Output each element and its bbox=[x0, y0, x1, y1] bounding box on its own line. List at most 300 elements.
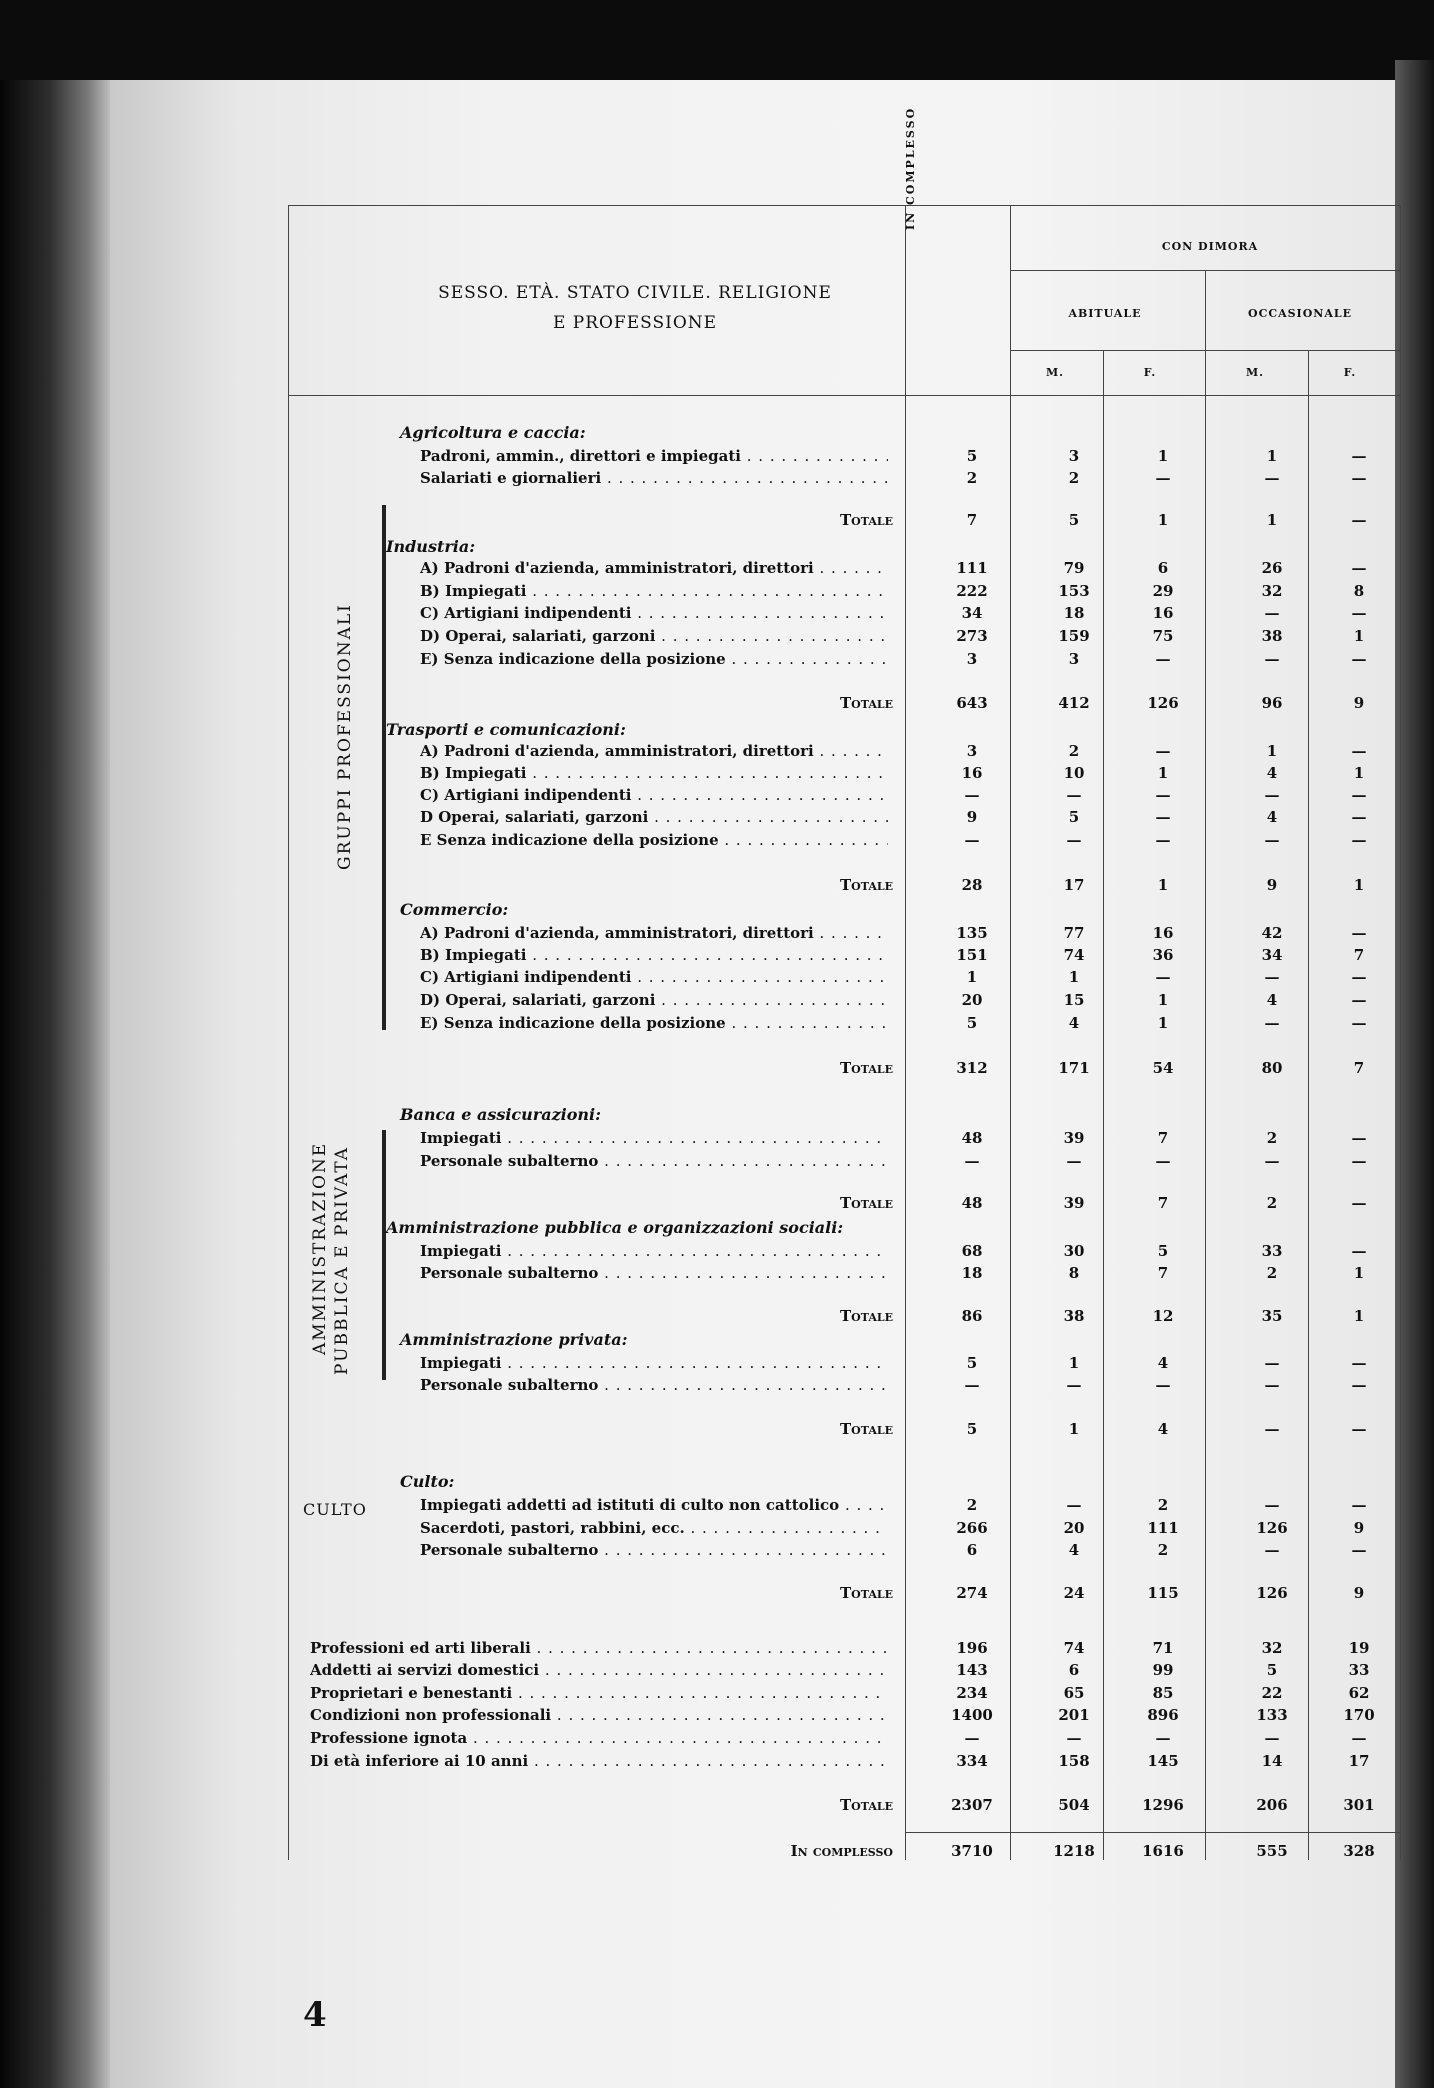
value-abituale-f: 111 bbox=[1147, 1519, 1179, 1537]
table-row bbox=[0, 1637, 1434, 1659]
value-occasionale-m: 26 bbox=[1261, 559, 1283, 577]
value-in-complesso: 273 bbox=[956, 627, 988, 645]
value-abituale-f: 1 bbox=[1157, 447, 1169, 465]
value-abituale-f: 126 bbox=[1147, 694, 1179, 712]
row-label: Personale subalterno . . . bbox=[420, 1262, 888, 1284]
row-label: Padroni, ammin., direttori e impiegati . . . bbox=[420, 445, 888, 467]
value-occasionale-f: — bbox=[1351, 1194, 1367, 1212]
value-occasionale-m: — bbox=[1264, 1152, 1280, 1170]
value-abituale-f: — bbox=[1155, 1152, 1171, 1170]
value-abituale-f: 2 bbox=[1157, 1496, 1169, 1514]
header-title-line1: SESSO. ETÀ. STATO CIVILE. RELIGIONE bbox=[438, 283, 832, 303]
table-row bbox=[0, 1374, 1434, 1396]
value-abituale-m: 1 bbox=[1068, 1420, 1080, 1438]
table-row bbox=[0, 1352, 1434, 1374]
value-abituale-f: 1296 bbox=[1142, 1796, 1184, 1814]
value-in-complesso: 28 bbox=[961, 876, 983, 894]
value-occasionale-m: 35 bbox=[1261, 1307, 1283, 1325]
table-row bbox=[0, 762, 1434, 784]
value-abituale-m: 39 bbox=[1063, 1129, 1085, 1147]
table-row bbox=[0, 1262, 1434, 1284]
value-in-complesso: 7 bbox=[966, 511, 978, 529]
group-amministrazione: AMMINISTRAZIONE bbox=[310, 1141, 330, 1355]
value-in-complesso: 334 bbox=[956, 1752, 988, 1770]
value-occasionale-m: 80 bbox=[1261, 1059, 1283, 1077]
value-occasionale-m: 133 bbox=[1256, 1706, 1288, 1724]
table-row bbox=[0, 784, 1434, 806]
table-row bbox=[0, 445, 1434, 467]
value-abituale-f: 4 bbox=[1157, 1354, 1169, 1372]
value-abituale-m: 201 bbox=[1058, 1706, 1090, 1724]
total-row bbox=[0, 1418, 1434, 1440]
value-abituale-f: 7 bbox=[1157, 1129, 1169, 1147]
total-label: Totale bbox=[840, 511, 893, 529]
value-in-complesso: 16 bbox=[961, 764, 983, 782]
value-occasionale-m: — bbox=[1264, 1729, 1280, 1747]
table-row bbox=[0, 1659, 1434, 1681]
value-occasionale-f: 62 bbox=[1348, 1684, 1370, 1702]
value-occasionale-f: — bbox=[1351, 1541, 1367, 1559]
table-row bbox=[0, 1750, 1434, 1772]
value-in-complesso: 68 bbox=[961, 1242, 983, 1260]
total-label: Totale bbox=[840, 694, 893, 712]
value-occasionale-m: — bbox=[1264, 1496, 1280, 1514]
value-abituale-m: 3 bbox=[1068, 650, 1080, 668]
value-in-complesso: 18 bbox=[961, 1264, 983, 1282]
value-abituale-m: 1218 bbox=[1053, 1842, 1095, 1860]
value-occasionale-f: — bbox=[1351, 1496, 1367, 1514]
value-occasionale-m: 4 bbox=[1266, 991, 1278, 1009]
value-occasionale-f: — bbox=[1351, 559, 1367, 577]
value-in-complesso: 34 bbox=[961, 604, 983, 622]
header-in-complesso: IN COMPLESSO bbox=[904, 106, 917, 230]
value-abituale-f: 1 bbox=[1157, 991, 1169, 1009]
value-abituale-f: 99 bbox=[1152, 1661, 1174, 1679]
total-label: Totale bbox=[840, 1307, 893, 1325]
section-commercio: Commercio: bbox=[400, 900, 509, 919]
value-occasionale-f: — bbox=[1351, 511, 1367, 529]
value-occasionale-m: 14 bbox=[1261, 1752, 1283, 1770]
value-in-complesso: 3710 bbox=[951, 1842, 993, 1860]
value-abituale-f: 12 bbox=[1152, 1307, 1174, 1325]
value-in-complesso: 3 bbox=[966, 742, 978, 760]
table-row bbox=[0, 1704, 1434, 1726]
total-label: Totale bbox=[840, 1420, 893, 1438]
row-label: Personale subalterno . . . bbox=[420, 1539, 888, 1561]
row-label: D Operai, salariati, garzoni . . . bbox=[420, 806, 888, 828]
value-abituale-f: — bbox=[1155, 831, 1171, 849]
value-in-complesso: 1 bbox=[966, 968, 978, 986]
value-abituale-f: 36 bbox=[1152, 946, 1174, 964]
value-in-complesso: 1400 bbox=[951, 1706, 993, 1724]
header-f-abituale: F. bbox=[1143, 366, 1157, 379]
value-in-complesso: 143 bbox=[956, 1661, 988, 1679]
value-occasionale-m: 126 bbox=[1256, 1584, 1288, 1602]
value-abituale-f: — bbox=[1155, 469, 1171, 487]
row-label: B) Impiegati . . . bbox=[420, 944, 888, 966]
table-row bbox=[0, 740, 1434, 762]
value-occasionale-f: 19 bbox=[1348, 1639, 1370, 1657]
value-occasionale-f: — bbox=[1351, 808, 1367, 826]
value-abituale-m: 1 bbox=[1068, 1354, 1080, 1372]
group-gruppi-professionali: GRUPPI PROFESSIONALI bbox=[335, 603, 355, 870]
value-occasionale-f: — bbox=[1351, 447, 1367, 465]
value-abituale-f: — bbox=[1155, 650, 1171, 668]
value-abituale-m: — bbox=[1066, 1152, 1082, 1170]
value-abituale-m: 79 bbox=[1063, 559, 1085, 577]
value-occasionale-m: 22 bbox=[1261, 1684, 1283, 1702]
total-row bbox=[0, 1794, 1434, 1816]
value-occasionale-f: — bbox=[1351, 831, 1367, 849]
value-abituale-m: 8 bbox=[1068, 1264, 1080, 1282]
value-occasionale-m: 4 bbox=[1266, 764, 1278, 782]
total-row bbox=[0, 692, 1434, 714]
total-label: Totale bbox=[840, 1194, 893, 1212]
value-abituale-m: 74 bbox=[1063, 1639, 1085, 1657]
value-abituale-f: 7 bbox=[1157, 1194, 1169, 1212]
table-row bbox=[0, 602, 1434, 624]
value-abituale-m: 2 bbox=[1068, 742, 1080, 760]
value-abituale-m: 30 bbox=[1063, 1242, 1085, 1260]
value-abituale-m: 159 bbox=[1058, 627, 1090, 645]
value-abituale-f: 1 bbox=[1157, 511, 1169, 529]
total-row bbox=[0, 509, 1434, 531]
group-culto: CULTO bbox=[303, 1500, 367, 1519]
header-abituale: ABITUALE bbox=[1068, 307, 1142, 320]
value-occasionale-m: 2 bbox=[1266, 1129, 1278, 1147]
value-in-complesso: 2 bbox=[966, 1496, 978, 1514]
table-row bbox=[0, 989, 1434, 1011]
total-row bbox=[0, 1057, 1434, 1079]
value-occasionale-f: — bbox=[1351, 924, 1367, 942]
value-abituale-m: 158 bbox=[1058, 1752, 1090, 1770]
table-row bbox=[0, 829, 1434, 851]
section-culto: Culto: bbox=[400, 1472, 455, 1491]
value-occasionale-f: 7 bbox=[1353, 946, 1365, 964]
row-label: Personale subalterno . . . bbox=[420, 1374, 888, 1396]
value-occasionale-m: 38 bbox=[1261, 627, 1283, 645]
value-in-complesso: 135 bbox=[956, 924, 988, 942]
value-abituale-m: 18 bbox=[1063, 604, 1085, 622]
table-row bbox=[0, 1150, 1434, 1172]
value-abituale-m: 65 bbox=[1063, 1684, 1085, 1702]
value-in-complesso: 5 bbox=[966, 447, 978, 465]
value-abituale-m: 39 bbox=[1063, 1194, 1085, 1212]
value-occasionale-f: 8 bbox=[1353, 582, 1365, 600]
value-abituale-f: — bbox=[1155, 1729, 1171, 1747]
value-occasionale-f: — bbox=[1351, 604, 1367, 622]
section-amm-privata: Amministrazione privata: bbox=[400, 1330, 628, 1349]
value-in-complesso: 5 bbox=[966, 1014, 978, 1032]
value-in-complesso: — bbox=[964, 786, 980, 804]
value-in-complesso: 266 bbox=[956, 1519, 988, 1537]
row-label: E) Senza indicazione della posizione . . . bbox=[420, 1012, 888, 1034]
value-abituale-m: 6 bbox=[1068, 1661, 1080, 1679]
value-in-complesso: 86 bbox=[961, 1307, 983, 1325]
value-occasionale-f: 1 bbox=[1353, 1264, 1365, 1282]
value-abituale-m: 24 bbox=[1063, 1584, 1085, 1602]
value-occasionale-m: — bbox=[1264, 1376, 1280, 1394]
row-label: E) Senza indicazione della posizione . . . bbox=[420, 648, 888, 670]
value-occasionale-f: — bbox=[1351, 469, 1367, 487]
value-occasionale-f: 17 bbox=[1348, 1752, 1370, 1770]
value-in-complesso: — bbox=[964, 1729, 980, 1747]
row-label: A) Padroni d'azienda, amministratori, direttori . . . bbox=[420, 557, 888, 579]
value-occasionale-f: 1 bbox=[1353, 876, 1365, 894]
value-occasionale-m: 2 bbox=[1266, 1194, 1278, 1212]
table-row bbox=[0, 944, 1434, 966]
value-in-complesso: 20 bbox=[961, 991, 983, 1009]
value-abituale-m: 15 bbox=[1063, 991, 1085, 1009]
value-abituale-m: 5 bbox=[1068, 808, 1080, 826]
value-in-complesso: — bbox=[964, 1376, 980, 1394]
value-abituale-f: 5 bbox=[1157, 1242, 1169, 1260]
table-row bbox=[0, 806, 1434, 828]
value-abituale-f: 16 bbox=[1152, 924, 1174, 942]
value-occasionale-f: — bbox=[1351, 1152, 1367, 1170]
value-abituale-m: 20 bbox=[1063, 1519, 1085, 1537]
scan-top-border bbox=[0, 0, 1434, 80]
group-pubblica-privata: PUBBLICA E PRIVATA bbox=[332, 1145, 352, 1375]
value-abituale-f: 896 bbox=[1147, 1706, 1179, 1724]
value-abituale-f: 16 bbox=[1152, 604, 1174, 622]
page-number: 4 bbox=[303, 1995, 327, 2035]
row-label: Sacerdoti, pastori, rabbini, ecc. . . . bbox=[420, 1517, 888, 1539]
value-occasionale-f: 9 bbox=[1353, 1584, 1365, 1602]
row-label: D) Operai, salariati, garzoni . . . bbox=[420, 989, 888, 1011]
total-label: Totale bbox=[840, 876, 893, 894]
value-abituale-m: 504 bbox=[1058, 1796, 1090, 1814]
value-in-complesso: 5 bbox=[966, 1354, 978, 1372]
row-label: Salariati e giornalieri . . . bbox=[420, 467, 888, 489]
value-occasionale-m: — bbox=[1264, 831, 1280, 849]
value-occasionale-m: 42 bbox=[1261, 924, 1283, 942]
value-occasionale-f: 1 bbox=[1353, 1307, 1365, 1325]
total-row bbox=[0, 1305, 1434, 1327]
total-label: Totale bbox=[840, 1059, 893, 1077]
value-abituale-f: 71 bbox=[1152, 1639, 1174, 1657]
row-label: D) Operai, salariati, garzoni . . . bbox=[420, 625, 888, 647]
value-occasionale-m: 2 bbox=[1266, 1264, 1278, 1282]
value-abituale-m: — bbox=[1066, 786, 1082, 804]
value-occasionale-m: 1 bbox=[1266, 742, 1278, 760]
value-occasionale-f: 9 bbox=[1353, 694, 1365, 712]
row-label: C) Artigiani indipendenti . . . bbox=[420, 784, 888, 806]
total-label: In complesso bbox=[790, 1842, 893, 1860]
value-occasionale-m: 33 bbox=[1261, 1242, 1283, 1260]
row-label: Professioni ed arti liberali . . . bbox=[310, 1637, 888, 1659]
row-label: C) Artigiani indipendenti . . . bbox=[420, 602, 888, 624]
value-abituale-m: — bbox=[1066, 1729, 1082, 1747]
value-abituale-m: 1 bbox=[1068, 968, 1080, 986]
value-in-complesso: 6 bbox=[966, 1541, 978, 1559]
value-abituale-f: 54 bbox=[1152, 1059, 1174, 1077]
value-occasionale-m: 5 bbox=[1266, 1661, 1278, 1679]
rule-top bbox=[288, 205, 1400, 206]
value-occasionale-m: 9 bbox=[1266, 876, 1278, 894]
value-abituale-f: — bbox=[1155, 968, 1171, 986]
value-abituale-f: 85 bbox=[1152, 1684, 1174, 1702]
rule-header-bottom bbox=[288, 395, 1400, 396]
value-in-complesso: 48 bbox=[961, 1129, 983, 1147]
value-occasionale-m: — bbox=[1264, 1014, 1280, 1032]
row-label: Proprietari e benestanti . . . bbox=[310, 1682, 888, 1704]
value-abituale-m: 77 bbox=[1063, 924, 1085, 942]
header-con-dimora: CON DIMORA bbox=[1161, 240, 1259, 253]
row-label: Di età inferiore ai 10 anni . . . bbox=[310, 1750, 888, 1772]
section-industria: Industria: bbox=[386, 537, 476, 556]
value-abituale-f: 2 bbox=[1157, 1541, 1169, 1559]
value-abituale-m: 17 bbox=[1063, 876, 1085, 894]
value-occasionale-f: 1 bbox=[1353, 764, 1365, 782]
value-occasionale-m: — bbox=[1264, 650, 1280, 668]
header-occasionale: OCCASIONALE bbox=[1247, 307, 1352, 320]
value-in-complesso: 2 bbox=[966, 469, 978, 487]
header-title-line2: E PROFESSIONE bbox=[552, 313, 718, 333]
value-occasionale-m: — bbox=[1264, 604, 1280, 622]
row-label: Impiegati . . . bbox=[420, 1240, 888, 1262]
value-abituale-m: 5 bbox=[1068, 511, 1080, 529]
value-abituale-m: — bbox=[1066, 1496, 1082, 1514]
value-abituale-f: 1 bbox=[1157, 1014, 1169, 1032]
total-label: Totale bbox=[840, 1796, 893, 1814]
value-occasionale-f: — bbox=[1351, 1354, 1367, 1372]
value-in-complesso: 222 bbox=[956, 582, 988, 600]
value-in-complesso: 643 bbox=[956, 694, 988, 712]
value-occasionale-f: 170 bbox=[1343, 1706, 1375, 1724]
value-in-complesso: 111 bbox=[956, 559, 988, 577]
value-abituale-m: 171 bbox=[1058, 1059, 1090, 1077]
table-row bbox=[0, 1012, 1434, 1034]
table-row bbox=[0, 1682, 1434, 1704]
section-agricoltura: Agricoltura e caccia: bbox=[400, 423, 586, 442]
row-label: E Senza indicazione della posizione . . . bbox=[420, 829, 888, 851]
value-occasionale-m: 4 bbox=[1266, 808, 1278, 826]
section-trasporti: Trasporti e comunicazioni: bbox=[386, 720, 626, 739]
value-in-complesso: — bbox=[964, 1152, 980, 1170]
value-abituale-m: 4 bbox=[1068, 1014, 1080, 1032]
value-occasionale-m: 1 bbox=[1266, 447, 1278, 465]
table-row bbox=[0, 1494, 1434, 1516]
row-label: C) Artigiani indipendenti . . . bbox=[420, 966, 888, 988]
value-occasionale-f: — bbox=[1351, 991, 1367, 1009]
value-occasionale-f: — bbox=[1351, 1420, 1367, 1438]
value-abituale-f: 75 bbox=[1152, 627, 1174, 645]
value-occasionale-m: — bbox=[1264, 1420, 1280, 1438]
value-abituale-m: — bbox=[1066, 1376, 1082, 1394]
value-abituale-f: 29 bbox=[1152, 582, 1174, 600]
value-occasionale-f: — bbox=[1351, 1376, 1367, 1394]
rule-totale-final bbox=[905, 1832, 1400, 1833]
value-abituale-m: 4 bbox=[1068, 1541, 1080, 1559]
value-occasionale-m: — bbox=[1264, 469, 1280, 487]
total-row bbox=[0, 1582, 1434, 1604]
value-in-complesso: 234 bbox=[956, 1684, 988, 1702]
value-occasionale-f: — bbox=[1351, 742, 1367, 760]
row-label: Impiegati . . . bbox=[420, 1352, 888, 1374]
value-abituale-f: — bbox=[1155, 808, 1171, 826]
row-label: Impiegati addetti ad istituti di culto non cattolico . . . bbox=[420, 1494, 888, 1516]
value-occasionale-f: — bbox=[1351, 1242, 1367, 1260]
value-in-complesso: 196 bbox=[956, 1639, 988, 1657]
table-row bbox=[0, 1727, 1434, 1749]
value-abituale-m: — bbox=[1066, 831, 1082, 849]
value-occasionale-m: — bbox=[1264, 1541, 1280, 1559]
value-occasionale-f: 33 bbox=[1348, 1661, 1370, 1679]
value-occasionale-m: — bbox=[1264, 968, 1280, 986]
row-label: Condizioni non professionali . . . bbox=[310, 1704, 888, 1726]
value-occasionale-m: 555 bbox=[1256, 1842, 1288, 1860]
total-row bbox=[0, 1840, 1434, 1862]
value-abituale-f: 4 bbox=[1157, 1420, 1169, 1438]
total-label: Totale bbox=[840, 1584, 893, 1602]
value-occasionale-f: 7 bbox=[1353, 1059, 1365, 1077]
table-row bbox=[0, 648, 1434, 670]
value-abituale-f: 7 bbox=[1157, 1264, 1169, 1282]
value-occasionale-f: — bbox=[1351, 1014, 1367, 1032]
value-abituale-f: — bbox=[1155, 786, 1171, 804]
row-label: B) Impiegati . . . bbox=[420, 762, 888, 784]
value-occasionale-m: 1 bbox=[1266, 511, 1278, 529]
value-abituale-m: 412 bbox=[1058, 694, 1090, 712]
table-row bbox=[0, 922, 1434, 944]
value-abituale-m: 2 bbox=[1068, 469, 1080, 487]
value-in-complesso: 2307 bbox=[951, 1796, 993, 1814]
row-label: Personale subalterno . . . bbox=[420, 1150, 888, 1172]
table-row bbox=[0, 580, 1434, 602]
row-label: A) Padroni d'azienda, amministratori, direttori . . . bbox=[420, 922, 888, 944]
section-amm-pubblica: Amministrazione pubblica e organizzazioni sociali: bbox=[386, 1218, 844, 1237]
value-in-complesso: 48 bbox=[961, 1194, 983, 1212]
value-in-complesso: 151 bbox=[956, 946, 988, 964]
header-m-occasionale: M. bbox=[1245, 366, 1264, 379]
value-abituale-f: 1616 bbox=[1142, 1842, 1184, 1860]
header-m-abituale: M. bbox=[1045, 366, 1064, 379]
value-in-complesso: 274 bbox=[956, 1584, 988, 1602]
row-label: Professione ignota . . . bbox=[310, 1727, 888, 1749]
section-banca: Banca e assicurazioni: bbox=[400, 1105, 602, 1124]
value-abituale-m: 38 bbox=[1063, 1307, 1085, 1325]
table-row bbox=[0, 467, 1434, 489]
value-occasionale-m: 126 bbox=[1256, 1519, 1288, 1537]
value-occasionale-f: — bbox=[1351, 968, 1367, 986]
table-row bbox=[0, 1539, 1434, 1561]
table-row bbox=[0, 1240, 1434, 1262]
value-abituale-f: 6 bbox=[1157, 559, 1169, 577]
table-row bbox=[0, 1127, 1434, 1149]
row-label: A) Padroni d'azienda, amministratori, direttori . . . bbox=[420, 740, 888, 762]
row-label: Impiegati . . . bbox=[420, 1127, 888, 1149]
total-row bbox=[0, 874, 1434, 896]
value-occasionale-m: 32 bbox=[1261, 582, 1283, 600]
value-in-complesso: 312 bbox=[956, 1059, 988, 1077]
value-abituale-m: 3 bbox=[1068, 447, 1080, 465]
scan-left-border bbox=[0, 80, 110, 2088]
value-in-complesso: — bbox=[964, 831, 980, 849]
value-abituale-m: 10 bbox=[1063, 764, 1085, 782]
value-in-complesso: 3 bbox=[966, 650, 978, 668]
value-occasionale-f: — bbox=[1351, 650, 1367, 668]
value-abituale-f: 115 bbox=[1147, 1584, 1179, 1602]
total-row bbox=[0, 1192, 1434, 1214]
value-occasionale-m: — bbox=[1264, 1354, 1280, 1372]
value-occasionale-m: — bbox=[1264, 786, 1280, 804]
table-row bbox=[0, 625, 1434, 647]
value-occasionale-f: 328 bbox=[1343, 1842, 1375, 1860]
value-occasionale-f: 301 bbox=[1343, 1796, 1375, 1814]
table-row bbox=[0, 557, 1434, 579]
value-occasionale-f: 1 bbox=[1353, 627, 1365, 645]
